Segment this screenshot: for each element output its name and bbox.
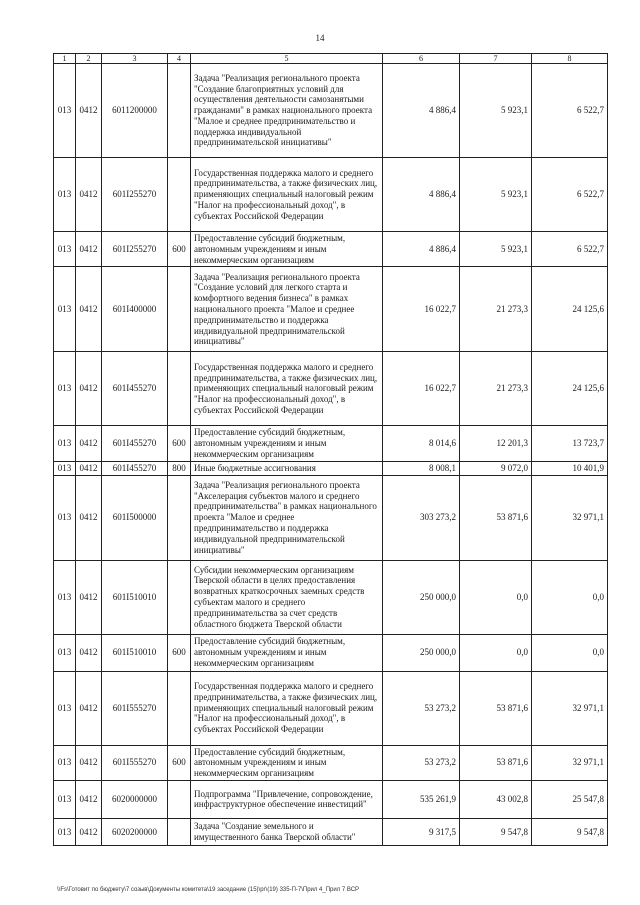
amount-year-1-cell: 53 273,2 bbox=[383, 671, 460, 745]
code-target-cell: 601I510010 bbox=[102, 560, 168, 634]
amount-year-3-cell: 6 522,7 bbox=[532, 158, 608, 232]
amount-year-3-cell: 25 547,8 bbox=[532, 780, 608, 818]
code-admin-cell: 013 bbox=[54, 745, 76, 780]
item-name-cell: Предоставление субсидий бюджетным, автономным учреждениям и иным некоммерческим организациям bbox=[191, 745, 383, 780]
code-section-cell: 0412 bbox=[76, 352, 102, 426]
item-name-cell: Государственная поддержка малого и среднего предпринимательства, а также физических лиц, применяющих специальный налоговый режим "Налог на профессиональный доход", в субъектах Российской Федерации bbox=[191, 158, 383, 232]
code-admin-cell: 013 bbox=[54, 634, 76, 671]
table-row bbox=[54, 560, 608, 634]
item-name-cell: Задача "Реализация регионального проекта "Акселерация субъектов малого и среднего предпринимательства" в рамках национального проекта "Малое и среднее предпринимательство и поддержка индивидуальной предпринимательской инициативы" bbox=[191, 475, 383, 560]
amount-year-3-cell: 9 547,8 bbox=[532, 818, 608, 845]
code-admin-cell: 013 bbox=[54, 158, 76, 232]
amount-year-1-cell: 9 317,5 bbox=[383, 818, 460, 845]
amount-year-1-cell: 8 014,6 bbox=[383, 426, 460, 461]
code-section-cell: 0412 bbox=[76, 780, 102, 818]
item-name-cell: Иные бюджетные ассигнования bbox=[191, 461, 383, 475]
item-name-cell: Подпрограмма "Привлечение, сопровождение, инфраструктурное обеспечение инвестиций" bbox=[191, 780, 383, 818]
amount-year-3-cell: 24 125,6 bbox=[532, 267, 608, 352]
code-section-cell: 0412 bbox=[76, 232, 102, 267]
item-name-cell: Государственная поддержка малого и среднего предпринимательства, а также физических лиц, применяющих специальный налоговый режим "Налог на профессиональный доход", в субъектах Российской Федерации bbox=[191, 352, 383, 426]
code-target-cell: 601I510010 bbox=[102, 634, 168, 671]
item-name-cell: Предоставление субсидий бюджетным, автономным учреждениям и иным некоммерческим организациям bbox=[191, 634, 383, 671]
code-section-cell: 0412 bbox=[76, 158, 102, 232]
amount-year-1-cell: 53 273,2 bbox=[383, 745, 460, 780]
table-row bbox=[54, 426, 608, 461]
code-admin-cell: 013 bbox=[54, 818, 76, 845]
item-name-cell: Предоставление субсидий бюджетным, автономным учреждениям и иным некоммерческим организациям bbox=[191, 232, 383, 267]
table-row bbox=[54, 780, 608, 818]
amount-year-2-cell: 5 923,1 bbox=[460, 232, 532, 267]
item-name-cell: Задача "Создание земельного и имущественного банка Тверской области" bbox=[191, 818, 383, 845]
code-section-cell: 0412 bbox=[76, 634, 102, 671]
amount-year-3-cell: 0,0 bbox=[532, 560, 608, 634]
amount-year-1-cell: 4 886,4 bbox=[383, 232, 460, 267]
amount-year-2-cell: 0,0 bbox=[460, 634, 532, 671]
column-header: 7 bbox=[460, 54, 532, 64]
item-name-cell: Задача "Реализация регионального проекта "Создание условий для легкого старта и комфортного ведения бизнеса" в рамках национального проекта "Малое и среднее предпринимательство и поддержка индивидуальной предпринимательской инициативы" bbox=[191, 267, 383, 352]
code-target-cell: 601I255270 bbox=[102, 232, 168, 267]
page-number: 14 bbox=[315, 33, 325, 43]
amount-year-2-cell: 5 923,1 bbox=[460, 158, 532, 232]
code-expense-type-cell: 600 bbox=[168, 232, 191, 267]
code-admin-cell: 013 bbox=[54, 475, 76, 560]
item-name-cell: Государственная поддержка малого и среднего предпринимательства, а также физических лиц, применяющих специальный налоговый режим "Налог на профессиональный доход", в субъектах Российской Федерации bbox=[191, 671, 383, 745]
table-row bbox=[54, 158, 608, 232]
code-admin-cell: 013 bbox=[54, 461, 76, 475]
table-row bbox=[54, 475, 608, 560]
code-expense-type-cell bbox=[168, 818, 191, 845]
column-header: 5 bbox=[191, 54, 383, 64]
table-row bbox=[54, 232, 608, 267]
table-row bbox=[54, 634, 608, 671]
column-header: 1 bbox=[54, 54, 76, 64]
code-admin-cell: 013 bbox=[54, 232, 76, 267]
amount-year-2-cell: 12 201,3 bbox=[460, 426, 532, 461]
code-admin-cell: 013 bbox=[54, 64, 76, 158]
amount-year-1-cell: 303 273,2 bbox=[383, 475, 460, 560]
code-admin-cell: 013 bbox=[54, 560, 76, 634]
amount-year-2-cell: 9 547,8 bbox=[460, 818, 532, 845]
code-expense-type-cell bbox=[168, 475, 191, 560]
code-target-cell: 601I255270 bbox=[102, 158, 168, 232]
code-target-cell: 601I400000 bbox=[102, 267, 168, 352]
amount-year-3-cell: 24 125,6 bbox=[532, 352, 608, 426]
amount-year-1-cell: 4 886,4 bbox=[383, 158, 460, 232]
budget-table bbox=[53, 53, 608, 846]
amount-year-2-cell: 53 871,6 bbox=[460, 475, 532, 560]
amount-year-1-cell: 250 000,0 bbox=[383, 560, 460, 634]
amount-year-3-cell: 6 522,7 bbox=[532, 232, 608, 267]
amount-year-2-cell: 21 273,3 bbox=[460, 267, 532, 352]
amount-year-1-cell: 8 008,1 bbox=[383, 461, 460, 475]
code-expense-type-cell: 600 bbox=[168, 426, 191, 461]
amount-year-1-cell: 16 022,7 bbox=[383, 352, 460, 426]
item-name-cell: Предоставление субсидий бюджетным, автономным учреждениям и иным некоммерческим организациям bbox=[191, 426, 383, 461]
amount-year-3-cell: 32 971,1 bbox=[532, 671, 608, 745]
amount-year-3-cell: 32 971,1 bbox=[532, 745, 608, 780]
table-row bbox=[54, 352, 608, 426]
amount-year-2-cell: 53 871,6 bbox=[460, 671, 532, 745]
amount-year-1-cell: 16 022,7 bbox=[383, 267, 460, 352]
item-name-cell: Субсидии некоммерческим организациям Тверской области в целях предоставления возвратных краткосрочных заемных средств субъектам малого и среднего предпринимательства за счет средств областного бюджета Тверской области bbox=[191, 560, 383, 634]
amount-year-3-cell: 10 401,9 bbox=[532, 461, 608, 475]
amount-year-3-cell: 0,0 bbox=[532, 634, 608, 671]
code-expense-type-cell bbox=[168, 267, 191, 352]
table-row bbox=[54, 671, 608, 745]
code-section-cell: 0412 bbox=[76, 671, 102, 745]
column-header: 3 bbox=[102, 54, 168, 64]
code-section-cell: 0412 bbox=[76, 64, 102, 158]
table-row bbox=[54, 818, 608, 845]
amount-year-1-cell: 535 261,9 bbox=[383, 780, 460, 818]
code-admin-cell: 013 bbox=[54, 426, 76, 461]
amount-year-1-cell: 4 886,4 bbox=[383, 64, 460, 158]
amount-year-3-cell: 32 971,1 bbox=[532, 475, 608, 560]
amount-year-2-cell: 9 072,0 bbox=[460, 461, 532, 475]
code-expense-type-cell bbox=[168, 352, 191, 426]
file-path-footer: \\Fs\Готовит по бюджету\7 созыв\Документы комитета\19 заседание (15)\pr\(19) 335-П-7\Прил 4_Прил 7 ВСР bbox=[57, 887, 360, 893]
code-expense-type-cell bbox=[168, 671, 191, 745]
amount-year-2-cell: 5 923,1 bbox=[460, 64, 532, 158]
amount-year-3-cell: 6 522,7 bbox=[532, 64, 608, 158]
column-header: 8 bbox=[532, 54, 608, 64]
table-row bbox=[54, 745, 608, 780]
code-target-cell: 601I455270 bbox=[102, 426, 168, 461]
amount-year-2-cell: 21 273,3 bbox=[460, 352, 532, 426]
code-admin-cell: 013 bbox=[54, 267, 76, 352]
item-name-cell: Задача "Реализация регионального проекта "Создание благоприятных условий для осуществления деятельности самозанятыми гражданами" в рамках национального проекта "Малое и среднее предпринимательство и поддержка индивидуальной предпринимательской инициативы" bbox=[191, 64, 383, 158]
code-target-cell: 601I555270 bbox=[102, 745, 168, 780]
code-section-cell: 0412 bbox=[76, 745, 102, 780]
amount-year-2-cell: 0,0 bbox=[460, 560, 532, 634]
code-admin-cell: 013 bbox=[54, 671, 76, 745]
code-target-cell: 601I455270 bbox=[102, 461, 168, 475]
amount-year-1-cell: 250 000,0 bbox=[383, 634, 460, 671]
code-target-cell: 601I455270 bbox=[102, 352, 168, 426]
table-row bbox=[54, 64, 608, 158]
amount-year-2-cell: 53 871,6 bbox=[460, 745, 532, 780]
code-expense-type-cell bbox=[168, 64, 191, 158]
code-target-cell: 6020200000 bbox=[102, 818, 168, 845]
amount-year-2-cell: 43 002,8 bbox=[460, 780, 532, 818]
column-header: 4 bbox=[168, 54, 191, 64]
code-expense-type-cell bbox=[168, 780, 191, 818]
header-row bbox=[54, 54, 608, 64]
amount-year-3-cell: 13 723,7 bbox=[532, 426, 608, 461]
code-section-cell: 0412 bbox=[76, 426, 102, 461]
code-section-cell: 0412 bbox=[76, 560, 102, 634]
code-target-cell: 6011200000 bbox=[102, 64, 168, 158]
code-expense-type-cell bbox=[168, 560, 191, 634]
code-expense-type-cell: 800 bbox=[168, 461, 191, 475]
code-section-cell: 0412 bbox=[76, 475, 102, 560]
column-header: 2 bbox=[76, 54, 102, 64]
code-target-cell: 601I555270 bbox=[102, 671, 168, 745]
code-expense-type-cell: 600 bbox=[168, 634, 191, 671]
code-admin-cell: 013 bbox=[54, 780, 76, 818]
column-header: 6 bbox=[383, 54, 460, 64]
code-section-cell: 0412 bbox=[76, 267, 102, 352]
table-row bbox=[54, 461, 608, 475]
code-section-cell: 0412 bbox=[76, 461, 102, 475]
code-target-cell: 6020000000 bbox=[102, 780, 168, 818]
code-section-cell: 0412 bbox=[76, 818, 102, 845]
code-target-cell: 601I500000 bbox=[102, 475, 168, 560]
table-row bbox=[54, 267, 608, 352]
code-admin-cell: 013 bbox=[54, 352, 76, 426]
code-expense-type-cell bbox=[168, 158, 191, 232]
code-expense-type-cell: 600 bbox=[168, 745, 191, 780]
